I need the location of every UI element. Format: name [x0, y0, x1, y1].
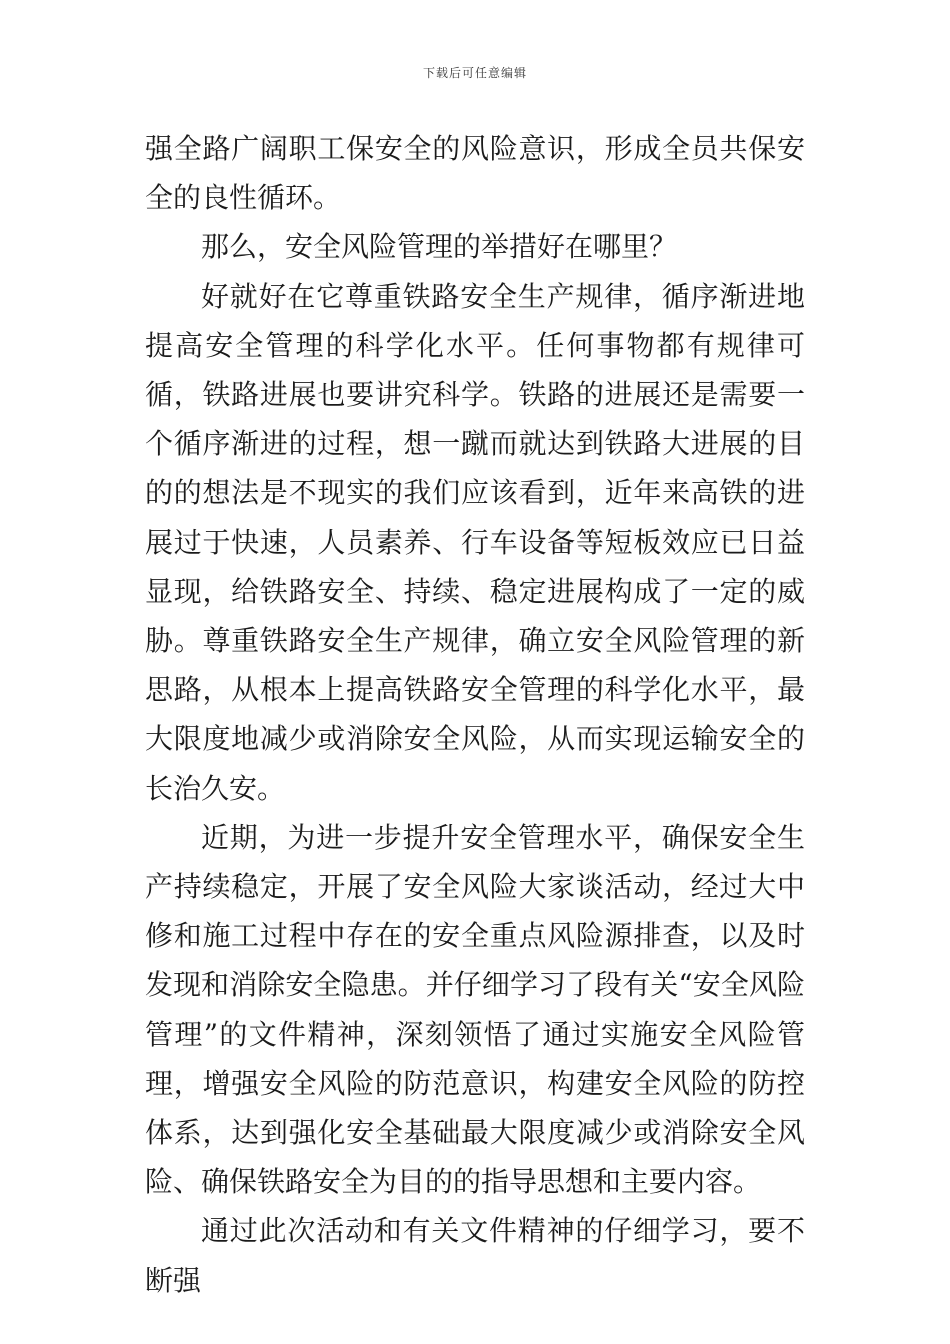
paragraph-question: 那么，安全风险管理的举措好在哪里？: [201, 230, 678, 264]
paragraph-conclusion-start: 通过此次活动和有关文件精神的仔细学习，要不断强: [145, 1214, 805, 1297]
document-body: [145, 124, 805, 1305]
paragraph-recent-activity: 近期，为进一步提升安全管理水平，确保安全生产持续稳定，开展了安全风险大家谈活动，经过大中修和施工过程中存在的安全重点风险源排查，以及时发现和消除安全隐患。并仔细学习了段有关“安全风险管理”的文件精神，深刻领悟了通过实施安全风险管理，增强安全风险的防范意识，构建安全风险的防控体系，达到强化安全基础最大限度减少或消除安全风险、确保铁路安全为目的的指导思想和主要内容。: [145, 820, 805, 1199]
paragraph-safety-rules: 好就好在它尊重铁路安全生产规律，循序渐进地提高安全管理的科学化水平。任何事物都有规律可循，铁路进展也要讲究科学。铁路的进展还是需要一个循序渐进的过程，想一蹴而就达到铁路大进展的目的的想法是不现实的我们应该看到，近年来高铁的进展过于快速，人员素养、行车设备等短板效应已日益显现，给铁路安全、持续、稳定进展构成了一定的威胁。尊重铁路安全生产规律，确立安全风险管理的新思路，从根本上提高铁路安全管理的科学化水平，最大限度地减少或消除安全风险，从而实现运输安全的长治久安。: [145, 279, 805, 805]
page-header: 下载后可任意编辑: [422, 66, 527, 80]
paragraph-continuation: 强全路广阔职工保安全的风险意识，形成全员共保安全的良性循环。: [145, 132, 805, 215]
